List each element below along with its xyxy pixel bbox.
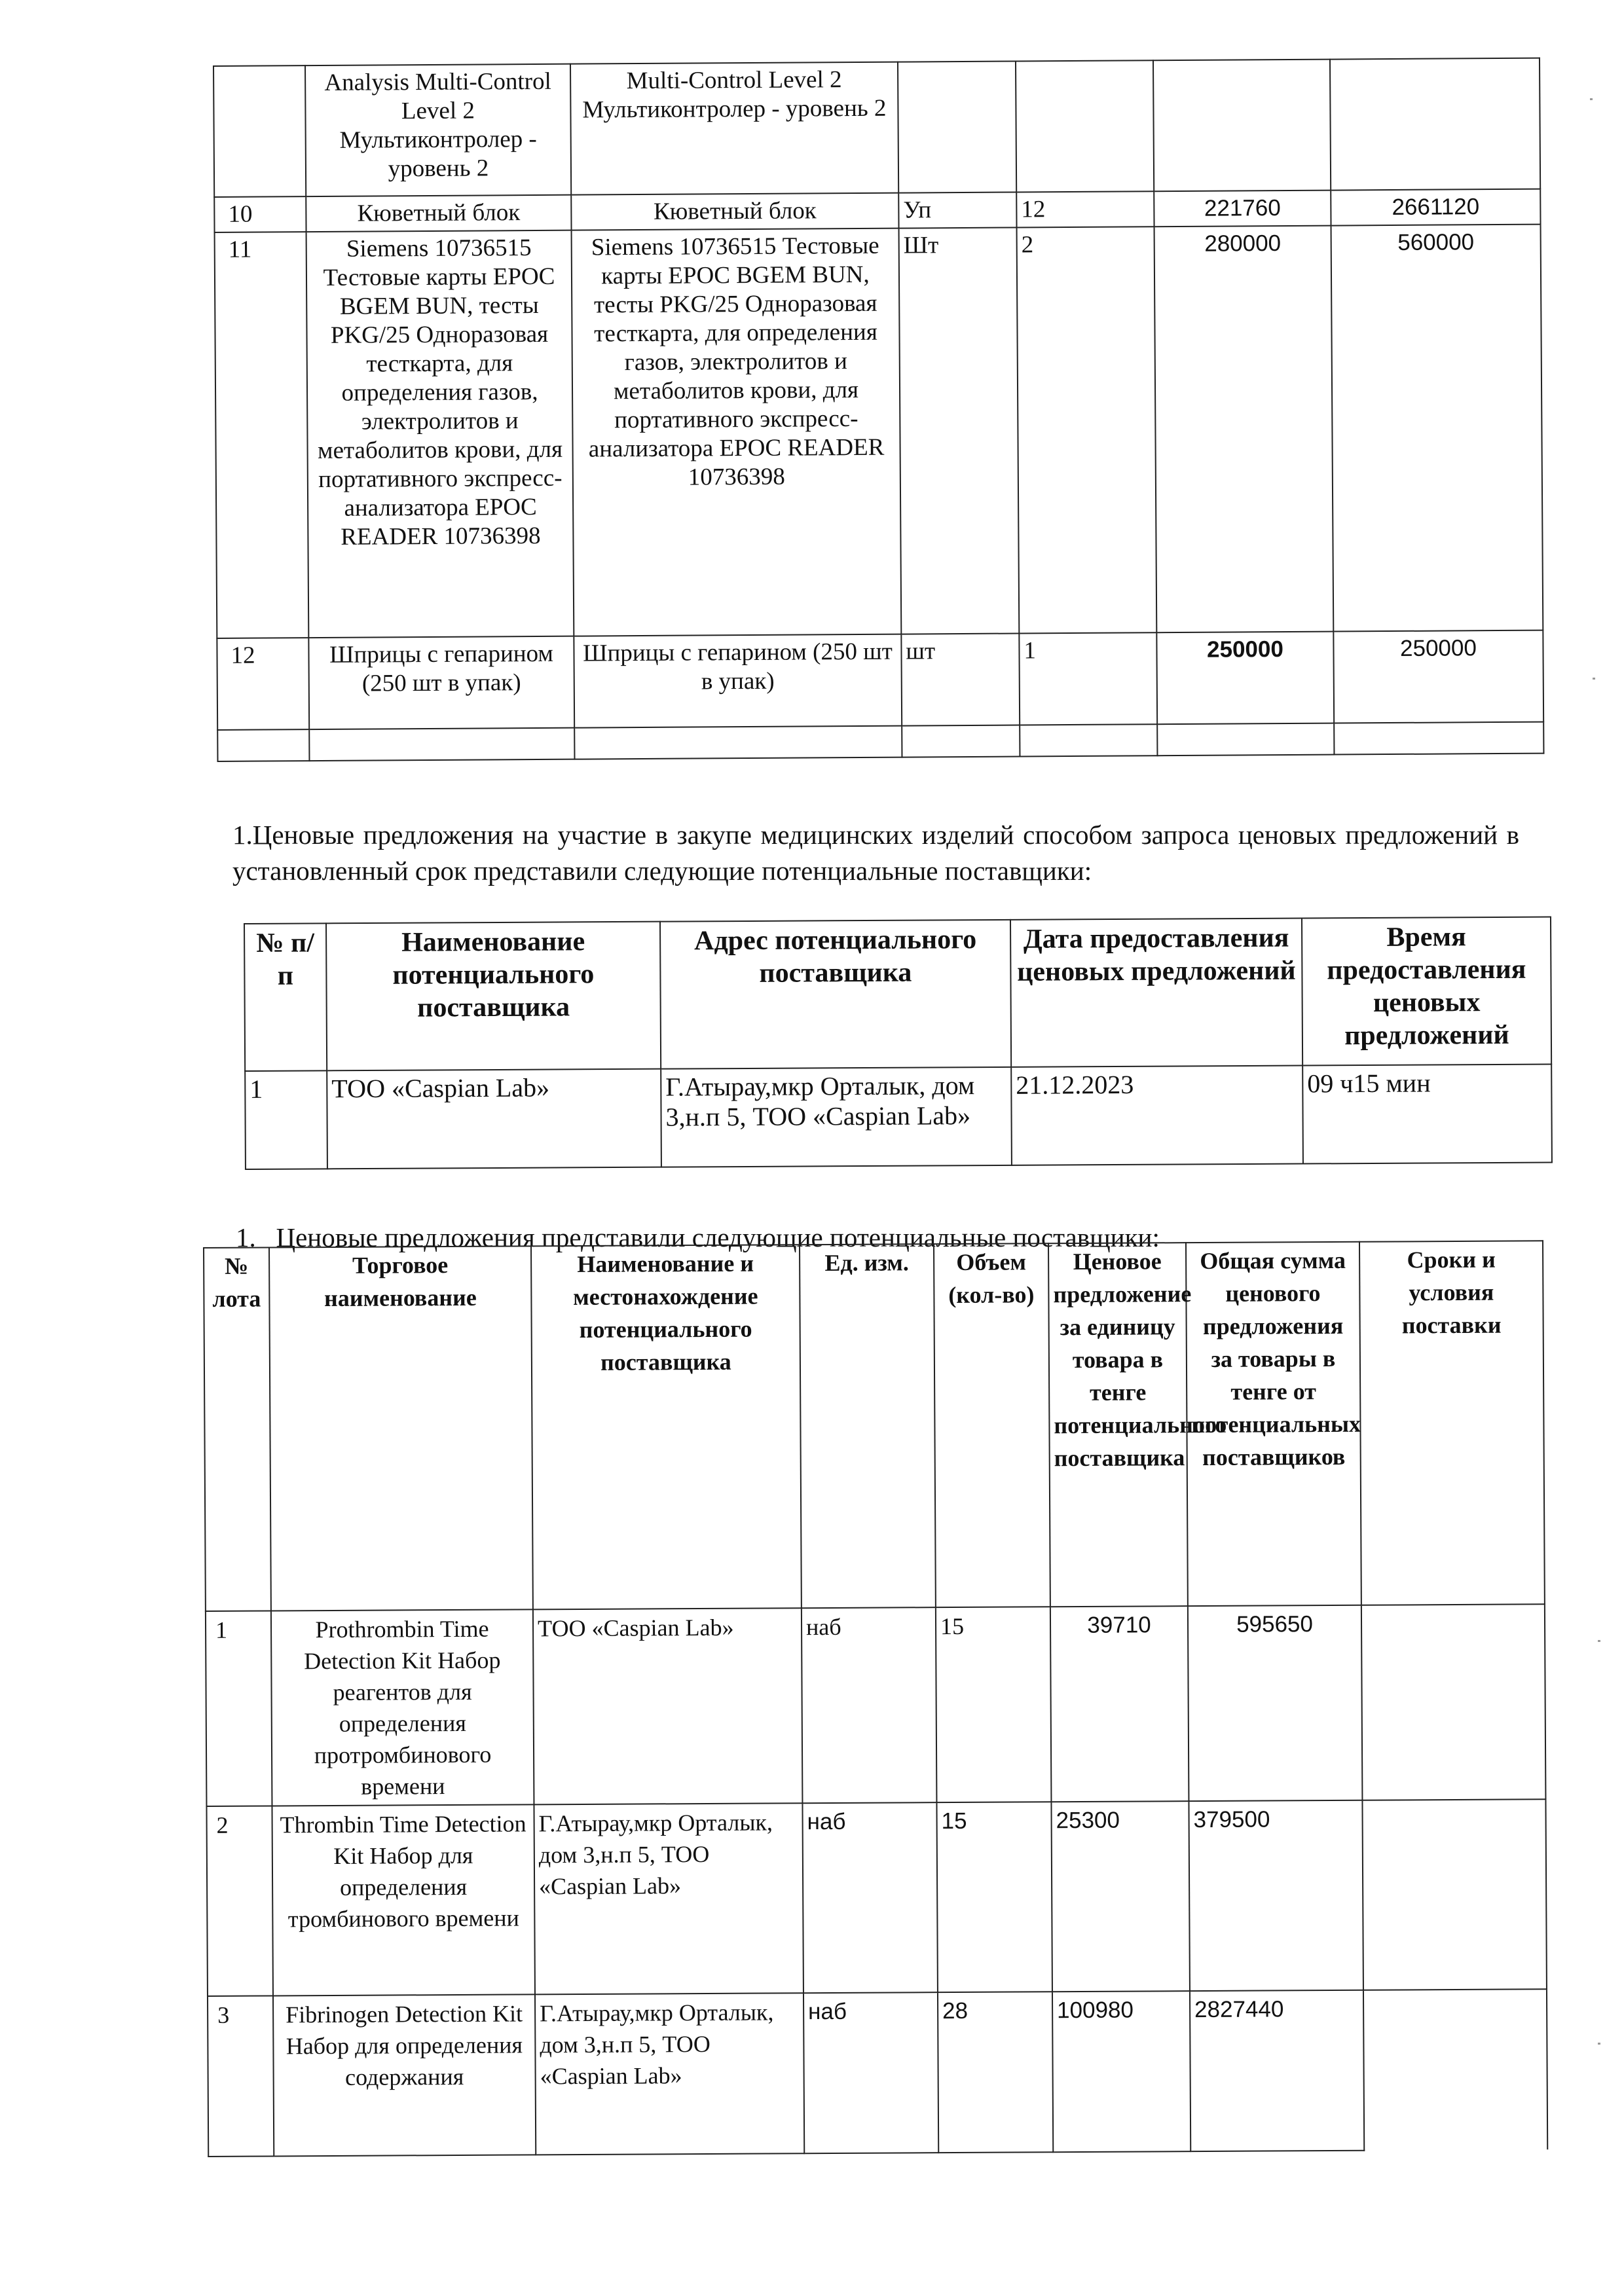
quantity: 1: [1019, 632, 1157, 725]
unit-price: 280000: [1154, 226, 1334, 633]
unit-price: 250000: [1156, 632, 1334, 725]
header-number: № п/п: [244, 923, 327, 1071]
quantity: [1016, 60, 1154, 192]
trade-name: Кюветный блок: [306, 195, 571, 232]
trade-name: Siemens 10736515 Тестовые карты EPOC BGEM BUN, тесты PKG/25 Одноразовая тесткарта, для определения газов, электролитов и метаболитов крови, для портативного экспресс-анализатора EPOC READER 10736398: [306, 230, 574, 638]
supplier: Г.Атырау,мкр Орталык, дом 3,н.п 5, ТОО «Caspian Lab»: [534, 1803, 803, 1994]
lot-number: 10: [214, 196, 306, 232]
header-supplier-name-location: Наименование и местонахождение потенциального поставщика: [531, 1245, 802, 1609]
table-header: [204, 1241, 1545, 1611]
delivery-terms: [1363, 1989, 1547, 2150]
table-row: [213, 58, 1540, 197]
paragraph-suppliers-intro: 1.Ценовые предложения на участие в закупе медицинских изделий способом запроса ценовых предложений в установленный срок представили следующие потенциальные поставщики:: [232, 820, 1519, 886]
quantity: 15: [936, 1802, 1052, 1992]
total-price: 2661120: [1331, 189, 1540, 226]
header-total-price: Общая сумма ценового предложения за товары в тенге от потенциальных поставщиков: [1186, 1242, 1361, 1606]
header-unit: Ед. изм.: [800, 1244, 936, 1608]
supplier-address: Г.Атырау,мкр Орталык, дом 3,н.п 5, ТОО «Caspian Lab»: [661, 1067, 1012, 1167]
unit-price: 39710: [1050, 1606, 1189, 1802]
lot-number: 3: [208, 1995, 274, 2157]
submission-date: 21.12.2023: [1011, 1066, 1303, 1165]
trade-name: Fibrinogen Detection Kit Набор для определения содержания: [273, 1994, 536, 2156]
table-row: [206, 1604, 1546, 1806]
header-lot-number: № лота: [204, 1247, 271, 1611]
delivery-terms: [1361, 1604, 1546, 1800]
lot-number: 12: [217, 638, 309, 730]
description: Multi-Control Level 2 Мультиконтролер - уровень 2: [570, 62, 898, 195]
trade-name: Шприцы с гепарином (250 шт в упак): [308, 636, 574, 729]
unit-price: 221760: [1154, 191, 1331, 227]
unit: шт: [901, 633, 1020, 725]
total-price: 2827440: [1190, 1990, 1364, 2151]
items-table: [213, 58, 1544, 762]
lot-number: 2: [206, 1806, 273, 1996]
quantity: 2: [1017, 227, 1157, 633]
header-supplier-name: Наименование потенциального поставщика: [326, 922, 661, 1071]
trade-name: Thrombin Time Detection Kit Набор для определения тромбинового времени: [272, 1804, 535, 1995]
quantity: 15: [936, 1607, 1052, 1802]
scan-speck: [1598, 2043, 1600, 2045]
description: Siemens 10736515 Тестовые карты EPOC BGEM BUN, тесты PKG/25 Одноразовая тесткарта, для определения газов, электролитов и метаболитов крови, для портативного экспресс-анализатора EPOC READER 10736398: [572, 228, 902, 636]
header-time: Время предоставления ценовых предложений: [1302, 917, 1551, 1066]
unit: [898, 62, 1016, 193]
scan-speck: [1593, 678, 1595, 680]
table-row: [245, 1065, 1552, 1169]
paragraph-offers-intro: 1. Ценовые предложения представили следующие потенциальные поставщики:: [236, 1222, 1160, 1252]
header-date: Дата предоставления ценовых предложений: [1010, 919, 1302, 1067]
unit-price: 100980: [1052, 1991, 1190, 2152]
header-quantity: Объем (кол-во): [934, 1243, 1050, 1607]
total-price: 250000: [1333, 630, 1543, 723]
total-price: 595650: [1188, 1605, 1363, 1801]
header-trade-name: Торговое наименование: [269, 1246, 533, 1611]
total-price: 379500: [1189, 1800, 1363, 1991]
header-delivery-terms: Сроки и условия поставки: [1359, 1241, 1545, 1605]
description: Кюветный блок: [571, 193, 898, 230]
table-row: [217, 630, 1543, 730]
description: Шприцы с гепарином (250 шт в упак): [574, 634, 902, 728]
supplier-name: ТОО «Caspian Lab»: [327, 1069, 661, 1169]
table-header: [244, 917, 1551, 1071]
table-row: [215, 225, 1543, 638]
header-unit-price: Ценовое предложение за единицу товара в тенге потенциального поставщика: [1048, 1243, 1188, 1607]
table-row: [206, 1799, 1546, 1996]
scan-speck: [1598, 1640, 1600, 1642]
unit: наб: [802, 1607, 937, 1803]
total-price: 560000: [1331, 225, 1543, 632]
unit-price: [1153, 60, 1331, 192]
unit: наб: [803, 1992, 938, 2153]
suppliers-table: [244, 917, 1553, 1170]
scan-speck: [1590, 98, 1593, 100]
total-price: [1330, 58, 1540, 191]
supplier-number: 1: [245, 1070, 327, 1169]
supplier: Г.Атырау,мкр Орталык, дом 3,н.п 5, ТОО «Caspian Lab»: [535, 1993, 804, 2155]
lot-number: 11: [215, 232, 309, 638]
unit-price: 25300: [1051, 1801, 1190, 1992]
unit: Уп: [898, 192, 1016, 228]
trade-name: Analysis Multi-Control Level 2 Мультиконтролер - уровень 2: [305, 64, 571, 196]
lot-number: [213, 65, 306, 197]
offers-table: [203, 1240, 1548, 2157]
quantity: 28: [938, 1992, 1053, 2153]
unit: наб: [802, 1802, 938, 1993]
submission-time: 09 ч15 мин: [1302, 1065, 1552, 1164]
unit: Шт: [899, 228, 1020, 634]
lot-number: 1: [206, 1611, 272, 1806]
header-supplier-address: Адрес потенциального поставщика: [660, 920, 1011, 1069]
supplier: ТОО «Caspian Lab»: [533, 1608, 803, 1804]
delivery-terms: [1362, 1799, 1547, 1990]
trade-name: Prothrombin Time Detection Kit Набор реагентов для определения протромбинового времени: [271, 1609, 534, 1806]
quantity: 12: [1016, 191, 1154, 227]
table-row: [208, 1989, 1547, 2157]
